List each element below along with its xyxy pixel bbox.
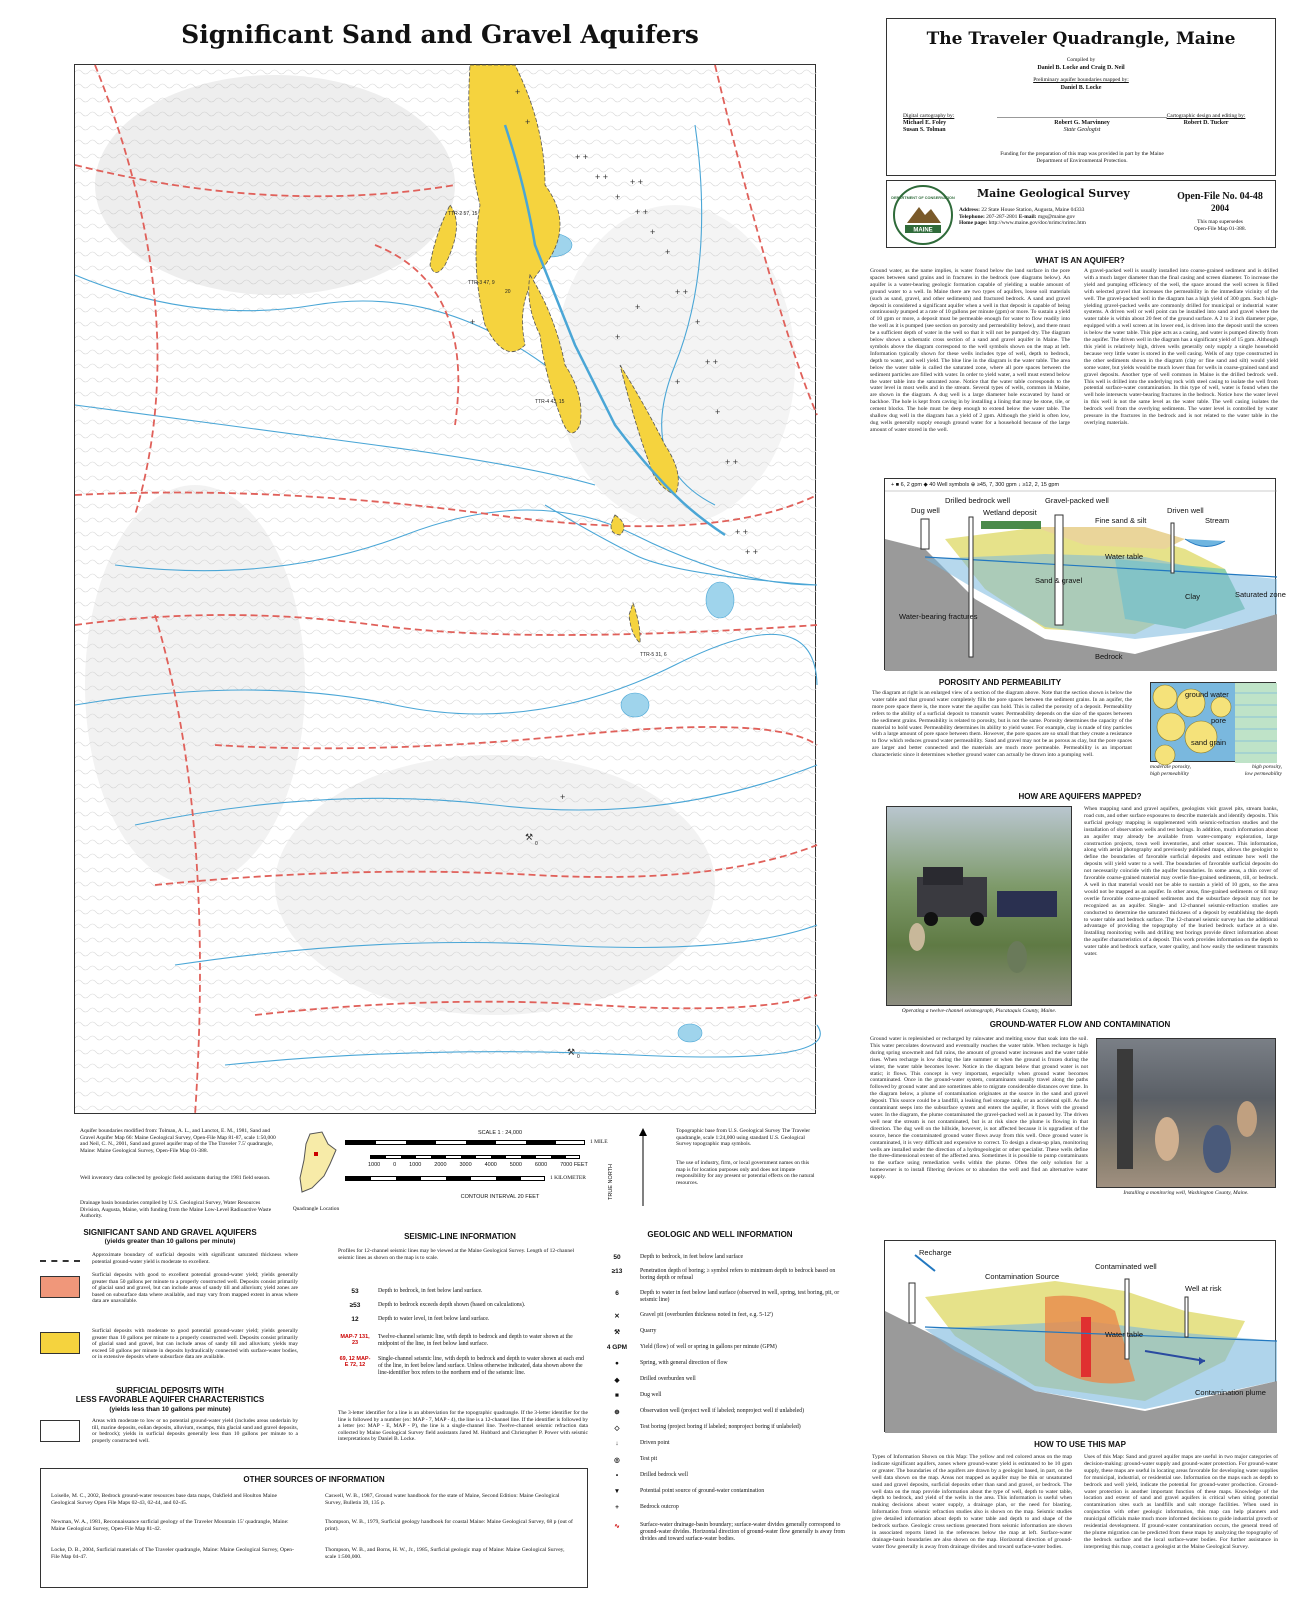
maine-locator <box>290 1130 340 1200</box>
reference-item: Newman, W. A., 1981, Reconnaissance surficial geology of the Traveler Mountain 15' quadrangle, Maine: Maine Geological Survey, Open-File Map 81-42. <box>51 1519 289 1532</box>
legend-yellow-item <box>36 1328 298 1388</box>
aquifer-cross-section <box>884 478 1286 670</box>
legend-boundary-text: Approximate boundary of surficial deposits with significant saturated thickness where potential ground-water yield is moderate to excellent. <box>92 1252 298 1265</box>
what-is-title: WHAT IS AN AQUIFER? <box>1035 256 1125 265</box>
seismic-text: Twelve-channel seismic line, with depth to bedrock and depth to water shown at the midpoint of the line, in feet below land surface. <box>378 1334 573 1347</box>
svg-text:+: + <box>695 317 701 327</box>
seal-maine-label: MAINE <box>913 227 933 234</box>
geologic-text: Yield (flow) of well or spring in gallons per minute (GPM) <box>640 1344 777 1350</box>
survey-name: Maine Geological Survey <box>977 187 1130 200</box>
seismic-text: Single-channel seismic line, with depth to bedrock and depth to water shown at each end of the line, in feet below land surface. Unless otherwise indicated, data shown above the line-identifier box refers to the northern end of the seismic line. <box>378 1356 584 1376</box>
geologic-text: Bedrock outcrop <box>640 1504 679 1510</box>
how-use-title: HOW TO USE THIS MAP <box>1034 1440 1126 1449</box>
compiled-label: Compiled by <box>1066 57 1096 63</box>
seismic-title: SEISMIC-LINE INFORMATION <box>404 1232 516 1241</box>
clay-pattern <box>1235 683 1277 763</box>
scale-mile-label: 1 MILE <box>590 1139 608 1145</box>
supersedes-label: This map supersedes <box>1197 219 1243 225</box>
site-label: 20 <box>505 289 511 295</box>
svg-text:Well at risk: Well at risk <box>1185 1284 1222 1293</box>
geologic-symbol: 4 GPM <box>606 1344 628 1351</box>
seismic-list <box>338 1288 598 1428</box>
feet-tick: 6000 <box>534 1162 548 1168</box>
geologic-text: Drilled bedrock well <box>640 1472 688 1478</box>
photo2-caption: Installing a monitoring well, Washington County, Maine. <box>1123 1190 1249 1196</box>
geologic-text: Penetration depth of boring; ≥ symbol refers to minimum depth to bedrock based on boring depth or refusal <box>640 1268 836 1281</box>
well-note: Well inventory data collected by geologic field assistants during the 1981 field season. <box>80 1175 271 1181</box>
map-source-note: Aquifer boundaries modified from: Tolman, A. L., and Lanctot, E. M., 1981, Sand and Gravel Aquifer Map 66: Maine Geological Survey, Open-File Map 81-87, scale 1:50,000 and Neil, C. N., 2001, Sand and gravel aquifer map of the The Traveler 7.5' quadrangle, Maine: Maine Geological Survey, Open-File Map 01-388. <box>80 1128 276 1154</box>
recharge-arrow-icon <box>915 1255 935 1271</box>
svg-text:+ +: + + <box>595 172 609 182</box>
svg-text:+: + <box>615 192 621 202</box>
contamination-diagram <box>884 1240 1276 1432</box>
porosity-title: POROSITY AND PERMEABILITY <box>938 678 1062 687</box>
svg-text:+: + <box>650 227 656 237</box>
reference-item: Loiselle, M. C., 2002, Bedrock ground-water resources base data maps, Oakfield and Houlton Maine Geological Survey Open File Maps 02-43, 02-44, and 02-45. <box>51 1493 278 1506</box>
mapped-label: Preliminary aquifer boundaries mapped by: <box>1033 77 1129 83</box>
svg-text:+: + <box>515 87 521 97</box>
svg-text:Water table: Water table <box>1105 1330 1144 1339</box>
geologic-symbol: ≥13 <box>611 1268 623 1275</box>
svg-text:+ +: + + <box>675 287 689 297</box>
disclaimer: The use of industry, firm, or local government names on this map is for location purposes only and does not impute responsibility for any present or potential effects on the natural resources. <box>676 1160 815 1186</box>
legend-subtitle: (yields greater than 10 gallons per minute) <box>104 1238 236 1245</box>
quad-location-caption: Quadrangle Location <box>292 1206 340 1212</box>
geologic-text: Drilled overburden well <box>640 1376 696 1382</box>
geologic-symbol: ∿ <box>614 1523 620 1530</box>
geologic-symbol: ◆ <box>614 1377 620 1384</box>
svg-text:+: + <box>665 247 671 257</box>
feet-tick: 1000 <box>409 1162 422 1168</box>
reference-item: Thompson, W. B., 1979, Surficial geology handbook for coastal Maine: Maine Geological Survey, 68 p (out of print). <box>325 1519 573 1532</box>
svg-text:pore: pore <box>1211 716 1227 725</box>
red-swatch <box>40 1276 80 1298</box>
credits-box <box>886 18 1276 176</box>
drainage-note: Drainage basin boundaries compiled by U.S. Geological Survey, Water Resources Division, Augusta, Maine, with funding from the Maine Low-Level Radioactive Waste Authority. <box>80 1200 272 1220</box>
svg-text:Driven well: Driven well <box>1167 506 1204 515</box>
aquifer-map[interactable] <box>74 64 816 1114</box>
feet-tick: 1000 <box>368 1162 381 1168</box>
open-file-year: 2004 <box>1211 203 1229 213</box>
address-value: 22 State House Station, Augusta, Maine 04333 <box>981 207 1085 213</box>
scale-title: SCALE 1 : 24,000 <box>477 1130 523 1136</box>
geologic-text: Driven point <box>640 1440 670 1446</box>
feet-tick: 4000 <box>484 1162 497 1168</box>
survey-address <box>959 207 1159 227</box>
seismic-symbol: 12 <box>351 1316 359 1323</box>
telephone-label: Telephone: <box>959 213 985 220</box>
svg-text:+: + <box>715 407 721 417</box>
reference-item: Locke, D. B., 2004, Surficial materials of The Traveler quadrangle, Maine: Maine Geological Survey, Open-File Map 04-47. <box>51 1547 294 1560</box>
svg-text:+: + <box>525 117 531 127</box>
photo-seismograph <box>886 806 1072 1006</box>
gw-flow-text: Ground water is replenished or recharged by rainwater and melting snow that soak into the soil. This water percolates downward and eventually reaches the water table. When recharge is high during spring snowmelt and fall rains, the amount of ground water increases and the water table rises. When recharge is low during the late summer or when the ground is frozen during the winter, the water table becomes lower. Notice in the diagram below that ground water is not static; it flows. This concept is very important, especially when ground water becomes contaminated. Once in the ground-water system, contaminants usually travel along the paths followed by ground water and are sometimes able to migrate considerable distances over time. In the diagram below, a plume of contamination originates at the source in the sand and gravel deposit. This source could be a landfill, a leaking fuel storage tank, or an accidental spill. As the contaminant seeps into the subsurface system and enters the aquifer, it flows with the ground water. In the diagram, the plume contaminated the gravel-packed well as it passed by. The driven well near the stream is not contaminated, but is at risk since the plume is flowing in that direction. The dug well on the hillside, however, is not affected because it is upgradient of the source, hence the contaminated ground water flows away from this well. Once ground water is contaminated, it is very difficult and expensive to correct. To design a clean-up plan, monitoring wells are installed under the direction of a hydrogeologist or other specialist. These wells define the three-dimensional extent of the affected area. Sometimes it is possible to pump contaminants to the surface using remediation wells within the plume. Often the only solution for a homeowner is to install filtering devices or to abandon the well and find an alternative water supply. <box>870 1036 1088 1181</box>
bedrock-well <box>969 517 973 657</box>
geologic-text: Spring, with general direction of flow <box>640 1360 728 1366</box>
seismic-symbol: 53 <box>351 1288 359 1295</box>
telephone-value: 207-287-2801 <box>986 213 1018 220</box>
well-symbols-row: + ■ 6, 2 gpm ◆ 40 Well symbols ⊕ ≥45, 7, 300 gpm ↓ ≥12, 2, 15 gpm <box>891 482 1060 488</box>
survey-box <box>886 180 1276 248</box>
svg-text:+ +: + + <box>745 547 759 557</box>
north-arrow <box>638 1128 648 1208</box>
well-at-risk <box>1185 1297 1188 1337</box>
geologic-symbol: + <box>615 1504 619 1511</box>
how-mapped-title: HOW ARE AQUIFERS MAPPED? <box>1018 792 1142 801</box>
other-sources-box <box>40 1468 588 1588</box>
geologic-text: Surface-water drainage-basin boundary; surface-water divides generally correspond to ground-water divides. Horizontal direction of ground-water flow generally is away from divides and toward surface-water bodies. <box>640 1522 845 1542</box>
mapper: Daniel B. Locke <box>1060 85 1102 91</box>
less-favorable-subtitle: (yields less than 10 gallons per minute) <box>109 1406 231 1413</box>
driven-well <box>1171 523 1174 573</box>
quad-location-marker <box>314 1152 318 1156</box>
svg-text:+ +: + + <box>735 527 749 537</box>
svg-text:⚒: ⚒ <box>567 1047 576 1057</box>
email-value[interactable]: mgs@maine.gov <box>1037 213 1076 220</box>
geologic-symbol: ⚒ <box>614 1329 620 1336</box>
geologic-title: GEOLOGIC AND WELL INFORMATION <box>647 1230 793 1239</box>
svg-text:Stream: Stream <box>1205 516 1230 525</box>
svg-text:Saturated zone: Saturated zone <box>1235 590 1286 599</box>
svg-text:Contamination plume: Contamination plume <box>1195 1388 1266 1397</box>
legend-yellow-text: Surficial deposits with moderate to good potential ground-water yield; yields generally greater than 10 gallons per minute to a properly constructed well. Deposits consist primarily of glacial sand and gravel, but can include areas of sandy till and alluvium; yields may exceed 50 gallons per minute in deposits hydraulically connected with surface-water bodies, or in extensive deposits where subsurface data are available. <box>92 1328 298 1361</box>
digital-names: Michael E. Foley Susan S. Tolman <box>903 120 947 134</box>
geologic-text: Observation well (project well if labeled; nonproject well if unlabeled) <box>640 1408 805 1414</box>
geologist-title: State Geologist <box>1063 127 1101 133</box>
geologic-symbol: ◇ <box>614 1425 620 1432</box>
svg-text:+ +: + + <box>575 152 589 162</box>
svg-text:Contamination Source: Contamination Source <box>985 1272 1060 1281</box>
site-label: TTR-5 31, 6 <box>640 652 667 658</box>
high-porosity-caption: high porosity, low permeability <box>1244 764 1282 777</box>
mountain-icon <box>907 207 941 223</box>
how-mapped-text: When mapping sand and gravel aquifers, geologists visit gravel pits, stream banks, road cuts, and other surface exposures to describe materials and identify deposits. This surficial geology mapping is supplemented with seismic-refraction studies and the installation of observation wells and test borings. In addition, much information about an aquifer may already be available from water-company exploration, large construction projects, town well inventories, and other sources. This information, along with aerial photography and previously published maps, allows the geologist to define the boundaries of favorable surficial deposits and estimate how well the deposits will yield water to a well. The boundaries of favorable surficial deposits do not necessarily coincide with the aquifer boundaries. In some areas, a thin cover of favorable coarse-grained material may overlie fine-grained sediments, till, or bedrock. A well in that material would not be able to sustain a yield of 10 gpm, so the area would not be mapped as an aquifer. In other areas, fine-grained sediments or till may overlie favorable coarse-grained sediments and the subsurface deposit may not be recognized as an aquifer. Single- and 12-channel seismic-refraction studies are conducted to determine the saturated thickness of a deposit by establishing the depth to water table and bedrock surface. The 12-channel seismic survey has the additional advantage of providing the topography of the buried bedrock surface at a site. Installing monitoring wells and drilling test borings provide direct information about the aquifer characteristics of a deposit. This work provides information on the depth to water table and bedrock surface, water quality, and how easily the sediment transmits water. <box>1084 806 1278 958</box>
seismic-footer: The 3-letter identifier for a line is an abbreviation for the topographic quadrangle. If the 3-letter identifier for the line is followed by a number (ex: MAP - 7, MAP - 4), the line is a 12-channel line. If the identifier is followed by a letter (ex: MAP - E, MAP - P), the line is a single-channel line. Twelve-channel seismic refraction data collected by Maine Geological Survey field assistants Jared M. Hubbard and Christopher P. Power with seismic interpretations by Daniel B. Locke. <box>338 1410 588 1443</box>
stream-channel <box>1185 539 1225 547</box>
svg-text:Contaminated well: Contaminated well <box>1095 1262 1157 1271</box>
how-use-col1: Types of Information Shown on this Map: The yellow and red colored areas on the map indicate significant aquifers, zones where ground-water yield is estimated to be 10 gpm or greater. The boundaries of the aquifers are drawn by a geologist based, in part, on the well data shown on the map. Areas not mapped as aquifer may be thin or unsaturated sand and gravel deposits, surficial deposits other than sand and gravel, or bedrock. The well data on the map provide information about the type of well, depth to water table, depth to bedrock, and yield of the wells in the area. This information is useful when making decisions about water supply, a drainage plan, or the need for blasting. Information from seismic refraction studies also is shown on the map. Seismic studies give detailed information about depth to water table and depth to and shape of the bedrock surface. Geologic cross sections generated from seismic information are shown in associated reports listed in the references below the map at left. Surface-water drainage-basin boundaries are also shown on the map. Horizontal direction of ground-water flow generally is away from drainage divides and toward surface-water bodies. <box>872 1454 1072 1550</box>
svg-text:Dug well: Dug well <box>911 506 940 515</box>
svg-text:+: + <box>635 302 641 312</box>
legend-red-item <box>36 1272 298 1332</box>
contaminated-well <box>1125 1279 1129 1359</box>
maine-outline-icon <box>300 1132 336 1192</box>
feet-tick: 7000 FEET <box>560 1162 588 1168</box>
seismic-symbol: 69, 12 MAP-E 72, 12 <box>339 1356 371 1368</box>
reference-item: Caswell, W. B., 1987, Ground water handbook for the state of Maine, Second Edition: Maine Geological Survey, Bulletin 39, 135 p. <box>325 1493 560 1506</box>
legend-title: SIGNIFICANT SAND AND GRAVEL AQUIFERS <box>83 1228 257 1237</box>
site-label: 0 <box>577 1054 580 1060</box>
true-north-label: TRUE NORTH <box>608 1164 614 1200</box>
svg-text:Water table: Water table <box>1105 552 1144 561</box>
svg-text:+: + <box>470 317 476 327</box>
feet-tick: 3000 <box>459 1162 472 1168</box>
svg-text:Drilled bedrock well: Drilled bedrock well <box>945 496 1011 505</box>
svg-text:Sand & gravel: Sand & gravel <box>1035 576 1083 585</box>
svg-text:sand grain: sand grain <box>1191 738 1227 747</box>
scale-bar-km <box>345 1176 545 1181</box>
supersedes-map: Open-File Map 01-388. <box>1193 226 1247 232</box>
site-label: 0 <box>535 841 538 847</box>
photo-monitoring-well <box>1096 1038 1276 1188</box>
worker-icon <box>1155 1117 1179 1161</box>
svg-text:Water-bearing fractures: Water-bearing fractures <box>899 612 978 621</box>
geologic-symbol: ◎ <box>614 1457 620 1464</box>
compilers: Daniel B. Locke and Craig D. Neil <box>1037 65 1125 71</box>
geologic-text: Dug well <box>640 1392 662 1398</box>
homepage-label: Home page: <box>959 220 988 227</box>
less-favorable-title: SURFICIAL DEPOSITS WITH LESS FAVORABLE AQUIFER CHARACTERISTICS <box>75 1386 265 1404</box>
feet-tick: 2000 <box>434 1162 447 1168</box>
geologic-symbol: ▼ <box>613 1488 621 1495</box>
svg-text:Bedrock: Bedrock <box>1095 652 1123 661</box>
email-label: E-mail: <box>1018 213 1037 220</box>
geologic-symbol: ✕ <box>614 1313 620 1320</box>
other-sources-title: OTHER SOURCES OF INFORMATION <box>243 1475 385 1484</box>
plume-well-red <box>1081 1317 1091 1377</box>
scale-bar-miles <box>345 1140 585 1145</box>
geologic-text: Depth to water in feet below land surface (observed in well, spring, test boring, pit, or seismic line) <box>640 1290 840 1303</box>
yellow-swatch <box>40 1332 80 1354</box>
how-use-col2: Uses of this Map: Sand and gravel aquifer maps are useful in two major categories of decision-making: ground-water supply and ground-water protection. For ground-water supply, these maps are useful in locating areas favorable for developing water supplies for municipal, industrial, or residential use. Information on the maps such as depth to bedrock and well yield, indicate the potential for ground-water production. Ground-water protection is another important function of these maps. Knowledge of the location and extent of sand and gravel aquifers is critical when siting potential contamination sites such as landfills and salt storage facilities. When used in conjunction with other geologic information, this map can help planners and municipal officials make much more informed decisions to guide industrial growth or residential development. If ground-water contamination occurs, the general trend of the plume migration can be predicted from these maps by analyzing the topography of the bedrock surface and the local surface-water bodies. For further assistance in interpreting this map, contact a geologist at the Maine Geological Survey. <box>1084 1454 1278 1550</box>
boundary-line-swatch <box>40 1260 80 1262</box>
geologic-text: Quarry <box>640 1328 657 1334</box>
seal-dept-label: DEPARTMENT OF CONSERVATION <box>891 196 955 200</box>
topo-note: Topographic base from U.S. Geological Survey The Traveler quadrangle, scale 1:24,000 using standard U.S. Geological Survey topographic map symbols. <box>676 1128 811 1148</box>
legend-less-item <box>36 1418 298 1458</box>
dug-well <box>909 1283 915 1323</box>
svg-text:+: + <box>560 792 566 802</box>
seismic-symbol: MAP-7 131, 23 <box>340 1334 370 1346</box>
homepage-link[interactable]: http://www.maine.gov/doc/nrimc/nrimc.htm <box>988 220 1086 227</box>
svg-text:Fine sand & silt: Fine sand & silt <box>1095 516 1147 525</box>
seismic-text: Depth to water level, in feet below land surface. <box>378 1316 490 1322</box>
geologic-symbol: • <box>615 1472 619 1479</box>
quad-title: The Traveler Quadrangle, Maine <box>926 29 1236 49</box>
svg-text:Gravel-packed well: Gravel-packed well <box>1045 496 1109 505</box>
site-label: TTR-2 57, 15 <box>448 211 478 217</box>
wetland-deposit <box>981 521 1041 529</box>
scale-feet-ticks <box>368 1162 588 1169</box>
svg-text:⚒: ⚒ <box>525 832 534 842</box>
svg-text:Recharge: Recharge <box>919 1248 952 1257</box>
svg-text:+ +: + + <box>630 177 644 187</box>
gw-flow-title: GROUND-WATER FLOW AND CONTAMINATION <box>989 1020 1171 1029</box>
seismic-intro: Profiles for 12-channel seismic lines may be viewed at the Maine Geological Survey. Length of 12-channel seismic lines as shown on the map is to scale. <box>338 1248 575 1261</box>
digital-label: Digital cartography by: <box>903 113 955 119</box>
funding-note: Funding for the preparation of this map was provided in part by the Maine Department of Environmental Protection. <box>1000 151 1164 164</box>
carto-label: Cartographic design and editing by: <box>1166 113 1246 119</box>
contour-interval: CONTOUR INTERVAL 20 FEET <box>460 1194 540 1200</box>
white-swatch <box>40 1420 80 1442</box>
site-label: TTR-3 47, 9 <box>468 280 495 286</box>
svg-text:+ +: + + <box>725 457 739 467</box>
what-is-col1: Ground water, as the name implies, is water found below the land surface in the pore spaces between sand grains and in fractures in the bedrock (see diagrams below). An aquifer is a water-bearing geologic formation capable of yielding a usable amount of ground water to a well. In Maine there are two types of aquifers, loose soil materials (such as sand, gravel, and other sediments) and fractured bedrock. A sand and gravel deposit is considered a significant aquifer when a well in that deposit is capable of being continuously pumped at a rate of 10 gallons per minute (gpm) or more. To sustain a yield of 10 gpm or more, a deposit must be permeable enough for water to flow readily into the well as it is pumped (see section on porosity and permeability below), and there must be a sufficient depth of water in the well so that it will not be pumped dry. The diagram below shows a schematic cross section of a sand and gravel aquifer in Maine. The symbols above the diagram correspond to the well symbols shown on the map at left. Information typically shown for these wells includes type of well, depth to bedrock, depth to water, and well yield. The blue line in the diagram is the water table. The area below the water table is called the saturated zone, where all pore spaces between the sediment particles are filled with water. In order to yield water, a well must extend below the water table into the saturated zone. Notice that the water table corresponds to the water level in most wells and in the stream. Several types of wells, common in Maine, are shown in the diagram. A dug well is a large diameter hole excavated by hand or backhoe. The hole is kept from caving in by installing a lining that may be stone, tile, or cement blocks. The hole must be deep enough to extend below the water table. The shallow dug well in the diagram has a yield of 2 gpm. Although the yield is often low, dug wells generally supply enough ground water for a household because of the large amount of water stored in the well. <box>870 268 1070 433</box>
geologic-text: Test pit <box>640 1456 658 1462</box>
page-title: Significant Sand and Gravel Aquifers <box>181 20 699 49</box>
person-icon <box>909 923 925 951</box>
north-arrow-icon <box>639 1128 647 1136</box>
open-file-number: Open-File No. 04-48 <box>1177 191 1263 202</box>
survey-seal <box>893 185 953 245</box>
svg-text:+: + <box>615 332 621 342</box>
geologist-name: Robert G. Marvinney <box>997 117 1167 127</box>
feet-tick: 5000 <box>509 1162 522 1168</box>
geologic-symbol: ⊕ <box>614 1409 620 1416</box>
carto-name: Robert D. Tucker <box>1183 120 1229 126</box>
site-label: TTR-4 43, 15 <box>535 399 565 405</box>
legend-red-text: Surficial deposits with good to excellent potential ground-water yield; yields generally greater than 50 gallons per minute to a properly constructed well. Deposits consist primarily of glacial sand and gravel, but can include areas of sandy till and alluvium; yield zones are based on subsurface data where available, and may vary from mapped extent in areas where data are unavailable. <box>92 1272 298 1305</box>
reference-item: Thompson, W. B., and Borns, H. W., Jr., 1985, Surficial geologic map of Maine: Maine Geological Survey, scale 1:500,000. <box>325 1547 565 1560</box>
scale-bar-feet <box>370 1155 580 1159</box>
geologic-symbol: ↓ <box>615 1440 619 1447</box>
map-canvas <box>75 65 817 1115</box>
geologic-list <box>600 1254 850 1590</box>
what-is-col2: A gravel-packed well is usually installed into coarse-grained sediment and is drilled with a much larger diameter than the final casing and screen diameter. To increase the yield and pumping efficiency of the well, the space around the well screen is filled with selected gravel that increases the permeability in the immediate vicinity of the well. The gravel-packed well in the diagram has a high yield of 300 gpm. Such high-yielding gravel-packed wells are commonly drilled for municipal or industrial water systems. A driven well or well point can be installed into sand and gravel where the water table is within about 20 feet of the ground surface. A 2 to 3 inch diameter pipe, equipped with a well screen at its lower end, is driven into the deposit until the screen is below the water table. This pipe acts as a casing, and water is pumped directly from the aquifer. The driven well in the diagram has a significant yield of 15 gpm. Although this yield is relatively high, driven wells generally only supply a single household because very little water is stored in the well casing. Wells of any type constructed in the other sediments shown in the diagram (clay or fine sand and silt) would yield some water, but yields would be much lower than for wells in coarse-grained sand and gravel deposits. Another type of well common in Maine is the drilled bedrock well. This well is drilled into the underlying rock with steel casing to isolate the well from potential surface-water contamination. In this type of well, water is found when the well hole intersects water-bearing fractures in the bedrock. Notice how the water level in this well is not the same level as the water table. The well casing isolates the bedrock well from the overlying sediments. The water level is controlled by water pressure in the fractures in the bedrock and is not related to the water table in the overlying materials. <box>1084 268 1278 426</box>
svg-text:+: + <box>675 377 681 387</box>
seismic-text: Depth to bedrock exceeds depth shown (based on calculations). <box>378 1302 526 1308</box>
gravel-packed-well <box>1055 515 1063 625</box>
geologic-text: Test boring (project boring if labeled; nonproject boring if unlabeled) <box>640 1424 801 1430</box>
moderate-porosity-caption: moderate porosity, high permeability <box>1150 764 1192 777</box>
scale-km-label: 1 KILOMETER <box>550 1175 586 1181</box>
geologic-text: Gravel pit (overburden thickness noted in feet, e.g. 5-12') <box>640 1312 773 1318</box>
drill-rig-icon <box>1117 1049 1133 1169</box>
seismic-symbol: ≥53 <box>349 1302 361 1309</box>
dug-well <box>921 519 929 549</box>
geologic-text: Depth to bedrock, in feet below land surface <box>640 1254 744 1260</box>
feet-tick: 0 <box>393 1162 397 1168</box>
geologic-symbol: ● <box>615 1360 619 1367</box>
geologic-symbol: 6 <box>615 1290 619 1297</box>
photo1-caption: Operating a twelve-channel seismograph, Piscataquis County, Maine. <box>901 1008 1057 1014</box>
geologic-symbol: ■ <box>615 1392 619 1399</box>
geologic-symbol: 50 <box>613 1254 621 1261</box>
svg-text:ground water: ground water <box>1185 690 1229 699</box>
geologic-text: Potential point source of ground-water contamination <box>640 1488 765 1494</box>
legend-less-text: Areas with moderate to low or no potential ground-water yield (includes areas underlain by till, marine deposits, eolian deposits, alluvium, swamps, thin glacial sand and gravel deposits, or bedrock); yields in surficial deposits generally less than 10 gallons per minute to a properly constructed well. <box>92 1418 298 1444</box>
svg-text:Wetland deposit: Wetland deposit <box>983 508 1037 517</box>
porosity-text: The diagram at right is an enlarged view of a section of the diagram above. Note that the section shown is below the water table and that ground water completely fills the pore spaces between the sediment grains. In an aquifer, the more pore space there is, the more water the aquifer can hold. This is called the porosity of a deposit. Permeability refers to the ability of a surficial deposit to transmit water. Permeability depends on the size of the spaces between the sediment grains. Permeability is related to porosity, but is not the same. Porosity determines the capacity of the material to hold water. Permeability determines its ability to yield water. For example, clay is made of tiny particles with a large amount of pore space between them. However, the pore spaces are so small that they create a resistance to flow which reduces ground water permeability. Sand and gravel may not be as porous as clay, but the pore spaces are larger and better connected and the materials are much more permeable. Permeability is an important characteristic since it determines whether ground water can actually be drawn into a pumping well. <box>872 690 1132 759</box>
seismic-text: Depth to bedrock, in feet below land surface. <box>378 1288 483 1294</box>
address-label: Address: <box>959 207 980 213</box>
porosity-diagram <box>1150 682 1276 762</box>
svg-text:+ +: + + <box>705 357 719 367</box>
svg-text:Clay: Clay <box>1185 592 1201 601</box>
svg-text:+ +: + + <box>635 207 649 217</box>
